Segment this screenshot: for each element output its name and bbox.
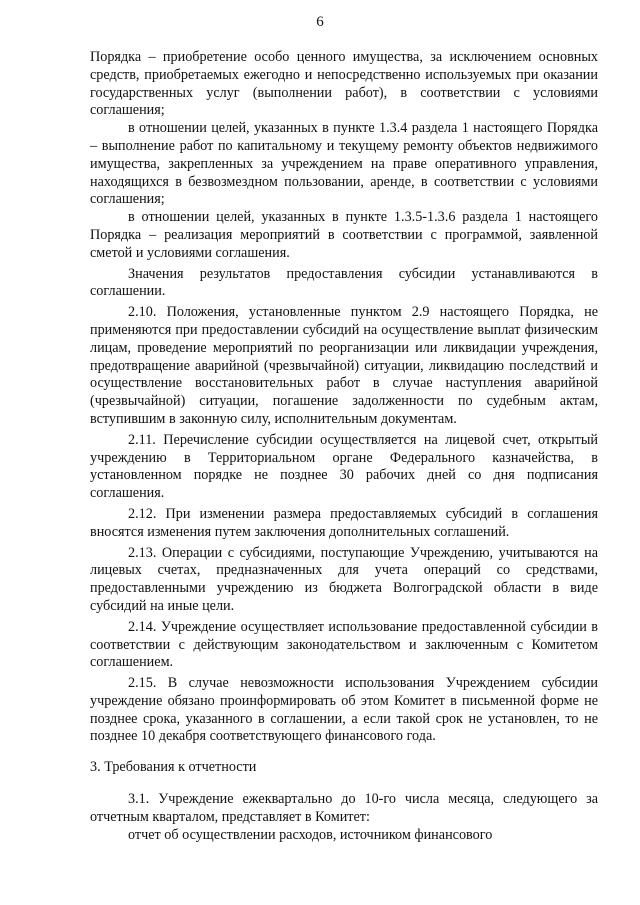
paragraph-3-1: 3.1. Учреждение ежеквартально до 10-го числа месяца, следующего за отчетным кварталом, представляет в Комитет: [90, 791, 598, 825]
paragraph-2-14: 2.14. Учреждение осуществляет использование предоставленной субсидии в соответствии с действующим законодательством и заключенным с Комитетом соглашением. [90, 618, 598, 671]
section-heading: 3. Требования к отчетности [90, 759, 257, 776]
document-body [90, 49, 598, 844]
paragraph: в отношении целей, указанных в пункте 1.3.5-1.3.6 раздела 1 настоящего Порядка – реализация мероприятий в соответствии с программой, заявленной сметой и условиями соглашения. [90, 209, 598, 261]
paragraph-2-10: 2.10. Положения, установленные пунктом 2.9 настоящего Порядка, не применяются при предоставлении субсидий на осуществление выплат физическим лицам, проведение мероприятий по реорганизации или ликвидации учреждения, предотвращение аварийной (чрезвычайной) ситуации, ликвидацию последствий и осуществление восстановительных работ в случае наступления аварийной (чрезвычайной) ситуации, погашение задолженности по судебным актам, вступившим в законную силу, исполнительным документам. [90, 304, 598, 427]
paragraph-2-15: 2.15. В случае невозможности использования Учреждением субсидии учреждение обязано проинформировать об этом Комитет в письменной форме не позднее срока, указанного в соглашении, а если такой срок не установлен, то не позднее 10 декабря соответствующего финансового года. [90, 675, 598, 745]
paragraph: в отношении целей, указанных в пункте 1.3.4 раздела 1 настоящего Порядка – выполнение работ по капитальному и текущему ремонту объектов недвижимого имущества, закрепленных за учреждением на праве оперативного управления, находящихся в безвозмездном пользовании, аренде, в соответствии с условиями соглашения; [90, 120, 598, 208]
paragraph: отчет об осуществлении расходов, источником финансового [128, 826, 493, 843]
paragraph-2-13: 2.13. Операции с субсидиями, поступающие Учреждению, учитываются на лицевых счетах, предназначенных для учета операций со средствами, предоставленными учреждению из бюджета Волгоградской области в виде субсидий на иные цели. [90, 544, 598, 614]
paragraph-continuation: Порядка – приобретение особо ценного имущества, за исключением основных средств, приобретаемых ежегодно и непосредственно используемых при оказании государственных услуг (выполнении работ), в соответствии с условиями соглашения; [90, 49, 598, 119]
paragraph: Значения результатов предоставления субсидии устанавливаются в соглашении. [90, 265, 598, 300]
paragraph-2-12: 2.12. При изменении размера предоставляемых субсидий в соглашения вносятся изменения путем заключения дополнительных соглашений. [90, 505, 598, 540]
paragraph-2-11: 2.11. Перечисление субсидии осуществляется на лицевой счет, открытый учреждению в Территориальном органе Федерального казначейства, в установленном порядке не позднее 30 рабочих дней со дня подписания соглашения. [90, 431, 598, 502]
page-number: 6 [316, 14, 324, 30]
